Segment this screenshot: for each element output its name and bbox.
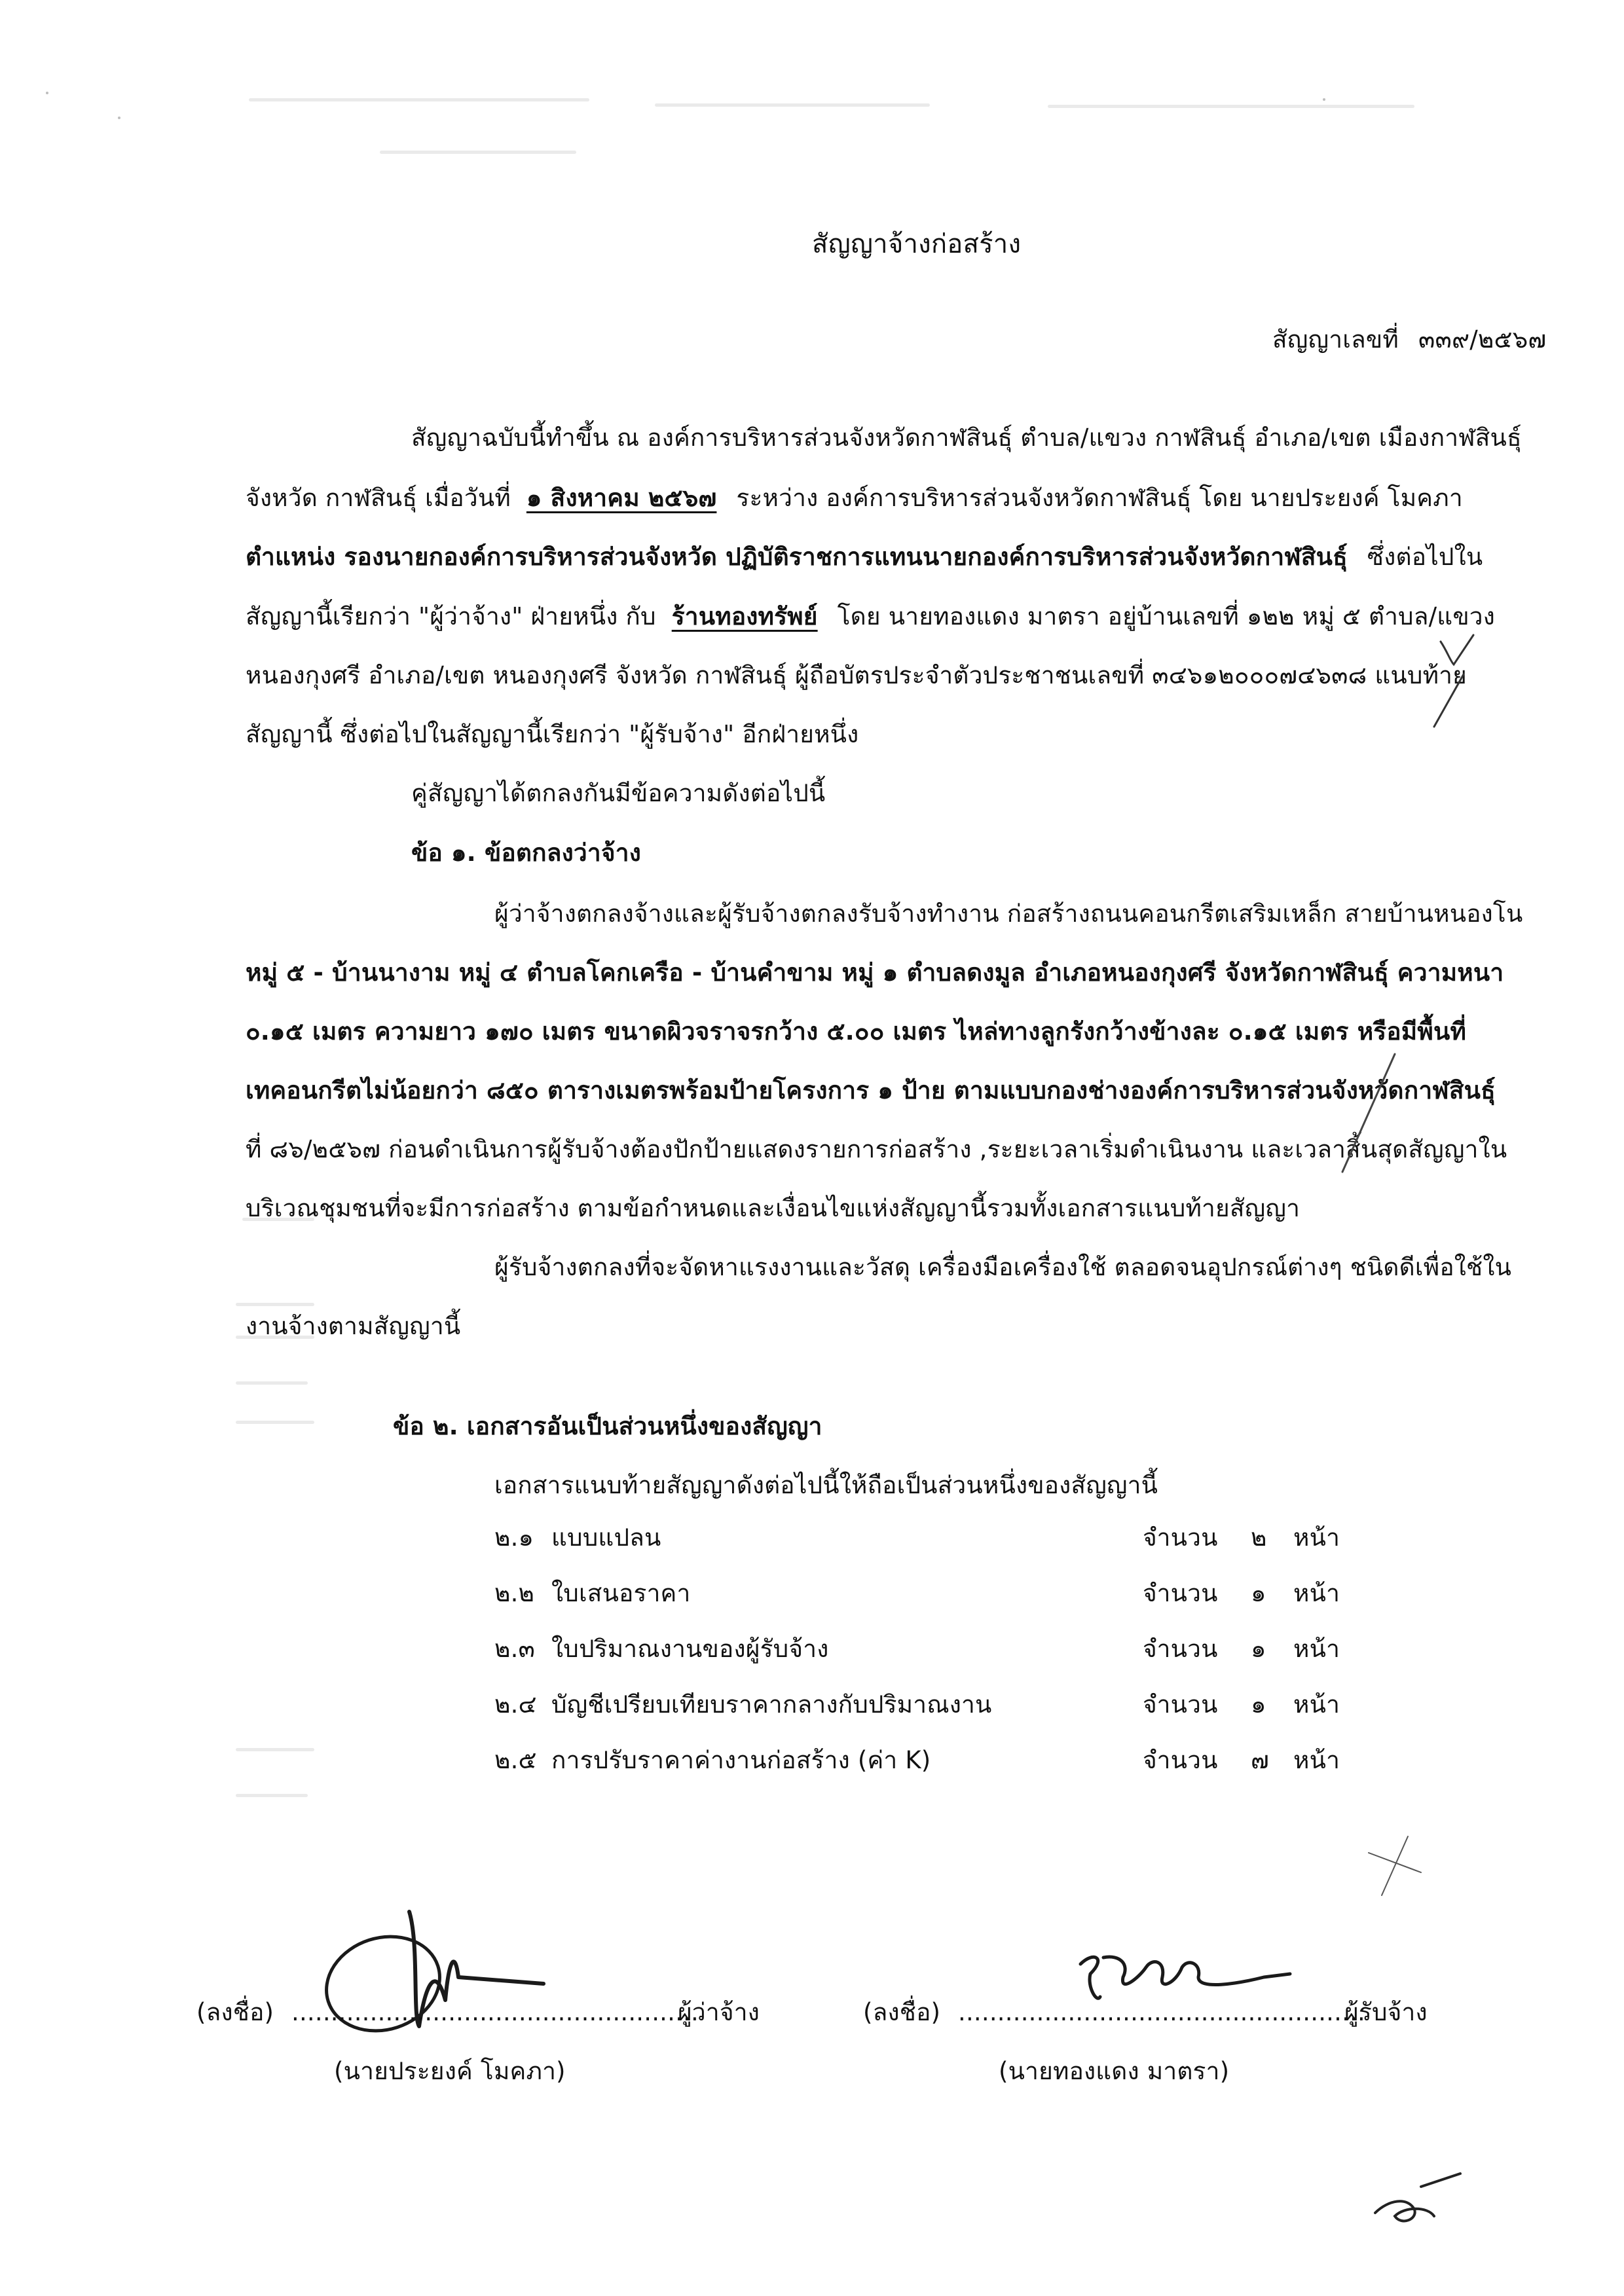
preamble-line-6: สัญญานี้ ซึ่งต่อไปในสัญญานี้เรียกว่า "ผู้รับจ้าง" อีกฝ่ายหนึ่ง [246, 720, 859, 748]
attachment-item-qty: ๑ [1251, 1579, 1266, 1607]
document-title: สัญญาจ้างก่อสร้าง [812, 229, 1022, 259]
attachment-item-name: ใบปริมาณงานของผู้รับจ้าง [551, 1635, 829, 1663]
attachment-item-qty: ๑ [1251, 1690, 1266, 1719]
employer-sign-label: (ลงชื่อ) [196, 1998, 274, 2026]
clause-1-line-2: หมู่ ๕ - บ้านนางาม หมู่ ๔ ตำบลโคกเครือ - บ้านคำขาม หมู่ ๑ ตำบลดงมูล อำเภอหนองกุงศรี จังหวัดกาฬสินธุ์ ความหนา [246, 958, 1504, 987]
attachment-item-qty-label: จำนวน [1143, 1579, 1218, 1607]
employer-sign-line: .................................................... [291, 1998, 699, 2026]
contract-number: ๓๓๙/๒๕๖๗ [1418, 325, 1547, 354]
contract-number-row [1272, 327, 1546, 352]
preamble-line-5: หนองกุงศรี อำเภอ/เขต หนองกุงศรี จังหวัด กาฬสินธุ์ ผู้ถือบัตรประจำตัวประชาชนเลขที่ ๓๔๖๑๒๐๐๐๗๔๖๓๘ แนบท้าย [246, 661, 1467, 689]
attachment-item-qty-label: จำนวน [1143, 1746, 1218, 1774]
clause-2-intro: เอกสารแนบท้ายสัญญาดังต่อไปนี้ให้ถือเป็นส่วนหนึ่งของสัญญานี้ [494, 1471, 1158, 1499]
attachment-item-qty: ๒ [1251, 1523, 1267, 1552]
attachment-item-name: การปรับราคาค่างานก่อสร้าง (ค่า K) [551, 1746, 931, 1774]
clause-1-line-4: เทคอนกรีตไม่น้อยกว่า ๘๕๐ ตารางเมตรพร้อมป้ายโครงการ ๑ ป้าย ตามแบบกองช่างองค์การบริหารส่วนจังหวัดกาฬสินธุ์ [246, 1076, 1496, 1104]
attachment-item-unit: หน้า [1293, 1523, 1340, 1552]
scan-speck [1323, 98, 1325, 101]
employer-role: ผู้ว่าจ้าง [678, 1998, 760, 2026]
faint-margin-mark [236, 1421, 314, 1424]
clause-1-line-7: ผู้รับจ้างตกลงที่จะจัดหาแรงงานและวัสดุ เครื่องมือเครื่องใช้ ตลอดจนอุปกรณ์ต่างๆ ชนิดดีเพื่อใช้ใน [494, 1253, 1512, 1281]
preamble-line-7: คู่สัญญาได้ตกลงกันมีข้อความดังต่อไปนี้ [411, 779, 826, 807]
preamble-line-1: สัญญาฉบับนี้ทำขึ้น ณ องค์การบริหารส่วนจังหวัดกาฬสินธุ์ ตำบล/แขวง กาฬสินธุ์ อำเภอ/เขต เมืองกาฬสินธุ์ [411, 424, 1522, 452]
attachment-item-unit: หน้า [1293, 1635, 1340, 1663]
attachment-item-no: ๒.๔ [494, 1690, 537, 1719]
strike-mark-icon [1336, 1048, 1401, 1178]
preamble-text: ระหว่าง องค์การบริหารส่วนจังหวัดกาฬสินธุ์ โดย นายประยงค์ โมคภา [736, 484, 1463, 512]
tick-mark-icon [1362, 1833, 1428, 1899]
preamble-text: โดย นายทองแดง มาตรา อยู่บ้านเลขที่ ๑๒๒ หมู่ ๕ ตำบล/แขวง [837, 602, 1496, 630]
contractor-role: ผู้รับจ้าง [1344, 1998, 1428, 2026]
employer-position: ตำแหน่ง รองนายกองค์การบริหารส่วนจังหวัด ปฏิบัติราชการแทนนายกองค์การบริหารส่วนจังหวัดกาฬสินธุ์ [246, 543, 1348, 571]
faint-margin-mark [236, 1794, 308, 1797]
attachment-item-qty-label: จำนวน [1143, 1690, 1218, 1719]
clause-1-heading: ข้อ ๑. ข้อตกลงว่าจ้าง [411, 839, 641, 867]
contractor-sign-line: .................................................... [958, 1998, 1365, 2026]
contractor-sign-label: (ลงชื่อ) [863, 1998, 941, 2026]
clause-1-line-1: ผู้ว่าจ้างตกลงจ้างและผู้รับจ้างตกลงรับจ้างทำงาน ก่อสร้างถนนคอนกรีตเสริมเหล็ก สายบ้านหนองโน [494, 900, 1523, 928]
attachment-item-no: ๒.๑ [494, 1523, 534, 1552]
attachment-item-no: ๒.๒ [494, 1579, 535, 1607]
preamble-line-4 [246, 604, 1495, 629]
attachment-item-unit: หน้า [1293, 1746, 1340, 1774]
preamble-text: จังหวัด กาฬสินธุ์ เมื่อวันที่ [246, 484, 511, 512]
faint-header-mark [1048, 105, 1414, 108]
faint-margin-mark [236, 1381, 308, 1385]
attachment-item-name: ใบเสนอราคา [551, 1579, 691, 1607]
clause-1-line-3: ๐.๑๕ เมตร ความยาว ๑๗๐ เมตร ขนาดผิวจราจรกว้าง ๕.๐๐ เมตร ไหล่ทางลูกรังกว้างข้างละ ๐.๑๕ เมตร หรือมีพื้นที่ [246, 1017, 1467, 1046]
clause-1-line-8: งานจ้างตามสัญญานี้ [246, 1312, 461, 1340]
clause-1-line-6: บริเวณชุมชนที่จะมีการก่อสร้าง ตามข้อกำหนดและเงื่อนไขแห่งสัญญานี้รวมทั้งเอกสารแนบท้ายสัญญา [246, 1194, 1301, 1222]
contract-date: ๑ สิงหาคม ๒๕๖๗ [526, 484, 717, 512]
check-mark-icon [1428, 629, 1480, 733]
attachment-item-no: ๒.๕ [494, 1746, 537, 1774]
faint-margin-mark [236, 1303, 314, 1306]
clause-1-line-5: ที่ ๘๖/๒๕๖๗ ก่อนดำเนินการผู้รับจ้างต้องปักป้ายแสดงรายการก่อสร้าง ,ระยะเวลาเริ่มดำเนินงาน และเวลาสิ้นสุดสัญญาใน [246, 1135, 1507, 1163]
initial-mark-icon [1369, 2160, 1473, 2239]
attachment-item-qty-label: จำนวน [1143, 1635, 1218, 1663]
preamble-line-3 [246, 545, 1483, 569]
contractor-name: (นายทองแดง มาตรา) [999, 2057, 1230, 2085]
attachment-item-no: ๒.๓ [494, 1635, 536, 1663]
faint-header-mark [655, 103, 930, 107]
faint-header-mark [380, 151, 576, 154]
attachment-item-qty: ๑ [1251, 1635, 1266, 1663]
attachment-item-name: บัญชีเปรียบเทียบราคากลางกับปริมาณงาน [551, 1690, 992, 1719]
faint-header-mark [249, 98, 589, 101]
clause-2-heading: ข้อ ๒. เอกสารอันเป็นส่วนหนึ่งของสัญญา [393, 1412, 822, 1440]
attachment-item-qty-label: จำนวน [1143, 1523, 1218, 1552]
attachment-item-qty: ๗ [1251, 1746, 1270, 1774]
preamble-text: ซึ่งต่อไปใน [1367, 543, 1483, 571]
employer-name: (นายประยงค์ โมคภา) [334, 2057, 566, 2085]
preamble-text: สัญญานี้เรียกว่า "ผู้ว่าจ้าง" ฝ่ายหนึ่ง กับ [246, 602, 656, 630]
attachment-item-unit: หน้า [1293, 1579, 1340, 1607]
contract-number-label: สัญญาเลขที่ [1272, 325, 1399, 354]
scan-speck [46, 92, 48, 94]
faint-margin-mark [236, 1748, 314, 1751]
attachment-item-name: แบบแปลน [551, 1523, 661, 1552]
attachment-item-unit: หน้า [1293, 1690, 1340, 1719]
scan-speck [118, 117, 120, 119]
preamble-line-2 [246, 486, 1463, 510]
contractor-shop-name: ร้านทองทรัพย์ [671, 602, 818, 630]
